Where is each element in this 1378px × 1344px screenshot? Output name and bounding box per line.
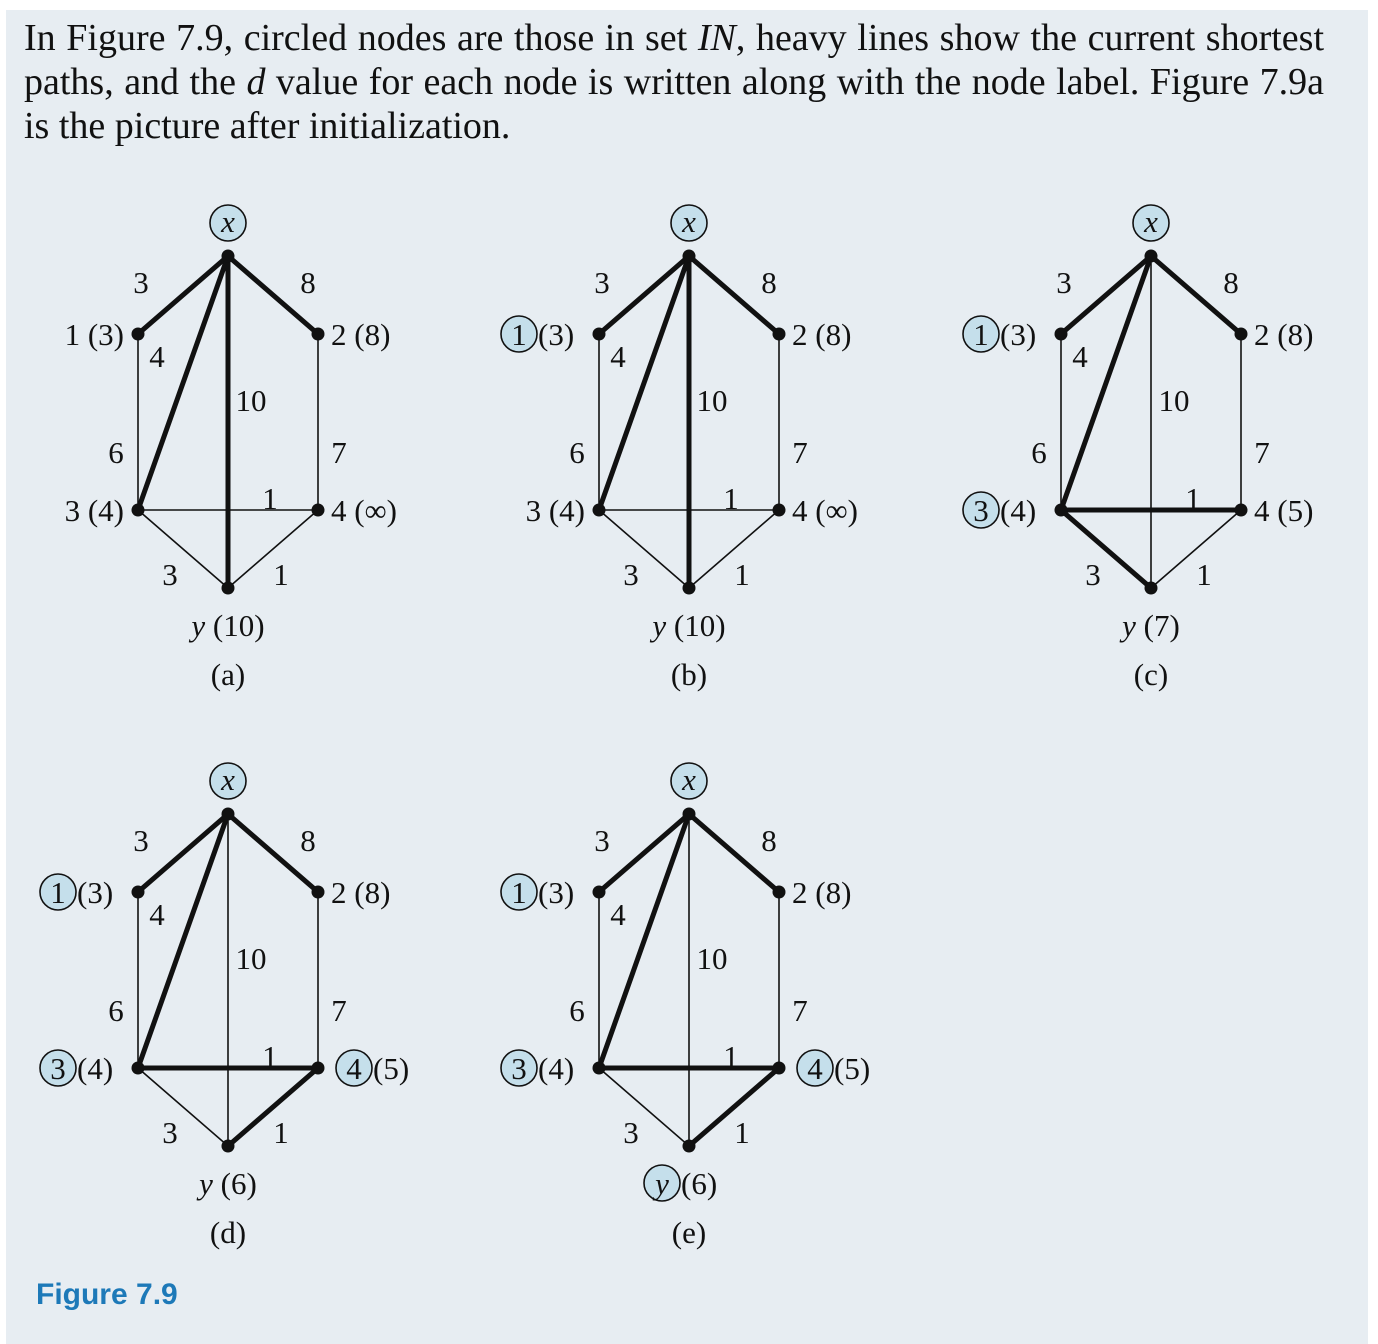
node-name: 3: [64, 493, 81, 528]
node-d-value: (3): [538, 875, 575, 910]
node-d-value: (6): [681, 1166, 718, 1201]
intro-part-2: , heavy lines show the current shortest paths, and the: [24, 17, 1325, 103]
edge-weight-1-3: 6: [569, 993, 585, 1028]
node-d-value: (10): [205, 608, 265, 643]
node-name: 3: [525, 493, 542, 528]
edge-weight-3-4: 1: [1185, 481, 1201, 516]
node-name: x: [1144, 204, 1158, 239]
edge-weight-1-3: 6: [108, 435, 124, 470]
node-label-3: [963, 492, 1036, 528]
edge-weight-3-y: 3: [623, 1115, 639, 1150]
graph-panel-e: [501, 762, 870, 1250]
edge-weight-2-4: 7: [792, 435, 808, 470]
node-d-value: (4): [1000, 493, 1037, 528]
node-d-value: (∞): [346, 493, 397, 528]
node-text: [792, 875, 851, 910]
node-name: 3: [511, 1051, 527, 1086]
node-name: x: [221, 762, 235, 797]
edge-weight-x-y: 10: [235, 941, 267, 976]
node-d-value: (7): [1135, 608, 1180, 643]
node-d-value: (8): [346, 317, 391, 352]
node-name: x: [682, 762, 696, 797]
node-dot-y: [222, 582, 235, 595]
edge-weight-x-1: 3: [594, 823, 610, 858]
node-name: x: [682, 204, 696, 239]
node-dot-1: [132, 328, 145, 341]
node-d-value: (6): [212, 1166, 257, 1201]
node-name: 2: [792, 317, 808, 352]
node-d-value: (8): [807, 317, 852, 352]
edge-weight-3-4: 1: [262, 481, 278, 516]
node-name: 4: [346, 1051, 362, 1086]
node-dot-3: [1055, 504, 1068, 517]
node-dot-4: [773, 504, 786, 517]
node-name: 4: [1254, 493, 1270, 528]
node-dot-2: [773, 328, 786, 341]
node-label-1: [501, 874, 574, 910]
node-label-1: [501, 316, 574, 352]
edge-weight-x-2: 8: [761, 823, 777, 858]
node-d-value: (10): [666, 608, 726, 643]
edge-weight-3-y: 3: [162, 1115, 178, 1150]
edge-weight-3-4: 1: [723, 481, 739, 516]
edge-weight-4-y: 1: [273, 557, 289, 592]
edge-weight-2-4: 7: [331, 435, 347, 470]
node-text: [1119, 608, 1180, 643]
edge-weight-4-y: 1: [734, 1115, 750, 1150]
node-d-value: (8): [346, 875, 391, 910]
edge-weight-x-3: 4: [149, 339, 165, 374]
panel-label-b: (b): [670, 657, 708, 692]
node-d-value: (3): [77, 875, 114, 910]
node-dot-3: [132, 504, 145, 517]
node-d-value: (4): [538, 1051, 575, 1086]
panel-label-c: (c): [1133, 657, 1169, 692]
node-label-x: [671, 204, 707, 241]
node-name: y: [191, 608, 206, 643]
node-d-value: (5): [834, 1051, 871, 1086]
node-name: 2: [331, 875, 347, 910]
node-dot-y: [1145, 582, 1158, 595]
node-label-x: [1133, 204, 1169, 241]
edge-weight-x-1: 3: [1056, 265, 1072, 300]
node-text: [196, 1166, 257, 1201]
node-name: 3: [50, 1051, 66, 1086]
edge-weight-4-y: 1: [1196, 557, 1212, 592]
node-name: 3: [973, 493, 989, 528]
edge-weight-3-4: 1: [723, 1039, 739, 1074]
node-text: [526, 493, 585, 528]
node-label-x: [210, 762, 246, 799]
node-dot-y: [683, 1140, 696, 1153]
node-dot-4: [1235, 504, 1248, 517]
edge-weight-x-3: 4: [149, 897, 165, 932]
intro-set-name: IN: [697, 17, 736, 59]
graph-panel-d: [40, 762, 409, 1250]
node-label-y: [1119, 608, 1180, 643]
edge-3-y-heavy: [1061, 510, 1151, 588]
edge-weight-3-y: 3: [162, 557, 178, 592]
node-name: 4: [331, 493, 347, 528]
node-label-3: [65, 493, 124, 528]
node-d-value: (4): [77, 1051, 114, 1086]
node-text: [792, 317, 851, 352]
figure-caption: Figure 7.9: [36, 1278, 178, 1311]
edge-weight-x-2: 8: [300, 823, 316, 858]
node-d-value: (8): [807, 875, 852, 910]
edge-weight-x-2: 8: [1223, 265, 1239, 300]
edge-weight-2-4: 7: [1254, 435, 1270, 470]
node-dot-1: [1055, 328, 1068, 341]
edge-3-y: [138, 1068, 228, 1146]
node-name: y: [1122, 608, 1136, 643]
node-dot-4: [773, 1062, 786, 1075]
node-dot-2: [1235, 328, 1248, 341]
edge-weight-2-4: 7: [792, 993, 808, 1028]
node-label-4: [1254, 493, 1313, 528]
node-dot-x: [1145, 250, 1158, 263]
node-d-value: (∞): [807, 493, 858, 528]
node-dot-3: [593, 1062, 606, 1075]
node-label-3: [501, 1050, 574, 1086]
node-text: [792, 493, 858, 528]
node-label-2: [792, 875, 851, 910]
panel-label-d: (d): [209, 1215, 247, 1250]
node-d-value: (4): [541, 493, 585, 528]
edge-weight-1-3: 6: [108, 993, 124, 1028]
node-dot-x: [222, 250, 235, 263]
node-dot-1: [593, 886, 606, 899]
edge-weight-1-3: 6: [569, 435, 585, 470]
node-label-2: [1254, 317, 1313, 352]
node-name: 1: [511, 317, 527, 352]
node-label-3: [526, 493, 585, 528]
edge-weight-2-4: 7: [331, 993, 347, 1028]
node-dot-y: [222, 1140, 235, 1153]
node-label-x: [671, 762, 707, 799]
node-dot-1: [593, 328, 606, 341]
node-name: x: [221, 204, 235, 239]
node-dot-x: [683, 250, 696, 263]
panel-label-a: (a): [210, 657, 246, 692]
node-text: [331, 317, 390, 352]
node-name: 4: [792, 493, 808, 528]
node-name: 1: [64, 317, 81, 352]
edge-weight-x-2: 8: [761, 265, 777, 300]
node-label-2: [331, 317, 390, 352]
node-text: [65, 317, 124, 352]
node-d-value: (5): [373, 1051, 410, 1086]
node-dot-4: [312, 504, 325, 517]
intro-part-3: value for each node is written along with the node label. Figure 7.9a is the picture after initialization.: [24, 61, 1324, 147]
intro-part-1: In Figure 7.9, circled nodes are those in set: [24, 17, 698, 59]
node-d-value: (8): [1269, 317, 1314, 352]
node-label-y: [196, 1166, 257, 1201]
node-text: [1254, 493, 1313, 528]
node-d-value: (3): [1000, 317, 1037, 352]
node-dot-2: [773, 886, 786, 899]
node-name: y: [652, 608, 667, 643]
panel-label-e: (e): [671, 1215, 707, 1250]
graph-panel-b: [501, 204, 858, 692]
node-dot-3: [132, 1062, 145, 1075]
edge-weight-x-1: 3: [594, 265, 610, 300]
edge-weight-x-y: 10: [1158, 383, 1190, 418]
edge-weight-x-1: 3: [133, 823, 149, 858]
node-dot-4: [312, 1062, 325, 1075]
node-text: [65, 493, 124, 528]
edge-weight-x-y: 10: [696, 941, 728, 976]
node-label-1: [65, 317, 124, 352]
edge-weight-x-3: 4: [610, 897, 626, 932]
node-name: 1: [511, 875, 527, 910]
node-name: y: [655, 1166, 669, 1201]
intro-d-variable: d: [246, 61, 266, 103]
node-text: [331, 875, 390, 910]
node-label-1: [40, 874, 113, 910]
node-label-4: [797, 1050, 870, 1086]
edge-weight-3-4: 1: [262, 1039, 278, 1074]
node-label-y: [649, 608, 725, 643]
node-label-2: [331, 875, 390, 910]
node-label-2: [792, 317, 851, 352]
node-label-y: [644, 1165, 717, 1201]
graph-panel-c: [963, 204, 1313, 692]
node-label-3: [40, 1050, 113, 1086]
node-dot-2: [312, 886, 325, 899]
node-label-1: [963, 316, 1036, 352]
node-d-value: (3): [80, 317, 124, 352]
edge-weight-3-y: 3: [1085, 557, 1101, 592]
node-label-4: [792, 493, 858, 528]
edge-3-y: [599, 1068, 689, 1146]
node-dot-x: [683, 808, 696, 821]
node-text: [331, 493, 397, 528]
edge-weight-1-3: 6: [1031, 435, 1047, 470]
node-text: [1254, 317, 1313, 352]
node-name: 2: [1254, 317, 1270, 352]
node-d-value: (5): [1269, 493, 1314, 528]
edge-3-y: [599, 510, 689, 588]
edge-weight-x-3: 4: [1072, 339, 1088, 374]
edge-weight-4-y: 1: [273, 1115, 289, 1150]
node-name: y: [199, 1166, 213, 1201]
node-d-value: (3): [538, 317, 575, 352]
edge-weight-x-3: 4: [610, 339, 626, 374]
edge-weight-x-y: 10: [235, 383, 267, 418]
edge-weight-x-y: 10: [696, 383, 728, 418]
node-name: 4: [807, 1051, 823, 1086]
node-label-4: [336, 1050, 409, 1086]
node-dot-y: [683, 582, 696, 595]
node-label-y: [188, 608, 264, 643]
edge-weight-3-y: 3: [623, 557, 639, 592]
node-dot-x: [222, 808, 235, 821]
node-name: 2: [792, 875, 808, 910]
node-dot-1: [132, 886, 145, 899]
node-dot-3: [593, 504, 606, 517]
node-label-x: [210, 204, 246, 241]
edge-weight-4-y: 1: [734, 557, 750, 592]
node-name: 1: [973, 317, 989, 352]
node-name: 2: [331, 317, 347, 352]
node-label-4: [331, 493, 397, 528]
node-text: [649, 608, 725, 643]
node-text: [188, 608, 264, 643]
edge-3-y: [138, 510, 228, 588]
edge-weight-x-1: 3: [133, 265, 149, 300]
node-dot-2: [312, 328, 325, 341]
graph-panel-a: [65, 204, 397, 692]
node-d-value: (4): [80, 493, 124, 528]
node-name: 1: [50, 875, 66, 910]
edge-weight-x-2: 8: [300, 265, 316, 300]
